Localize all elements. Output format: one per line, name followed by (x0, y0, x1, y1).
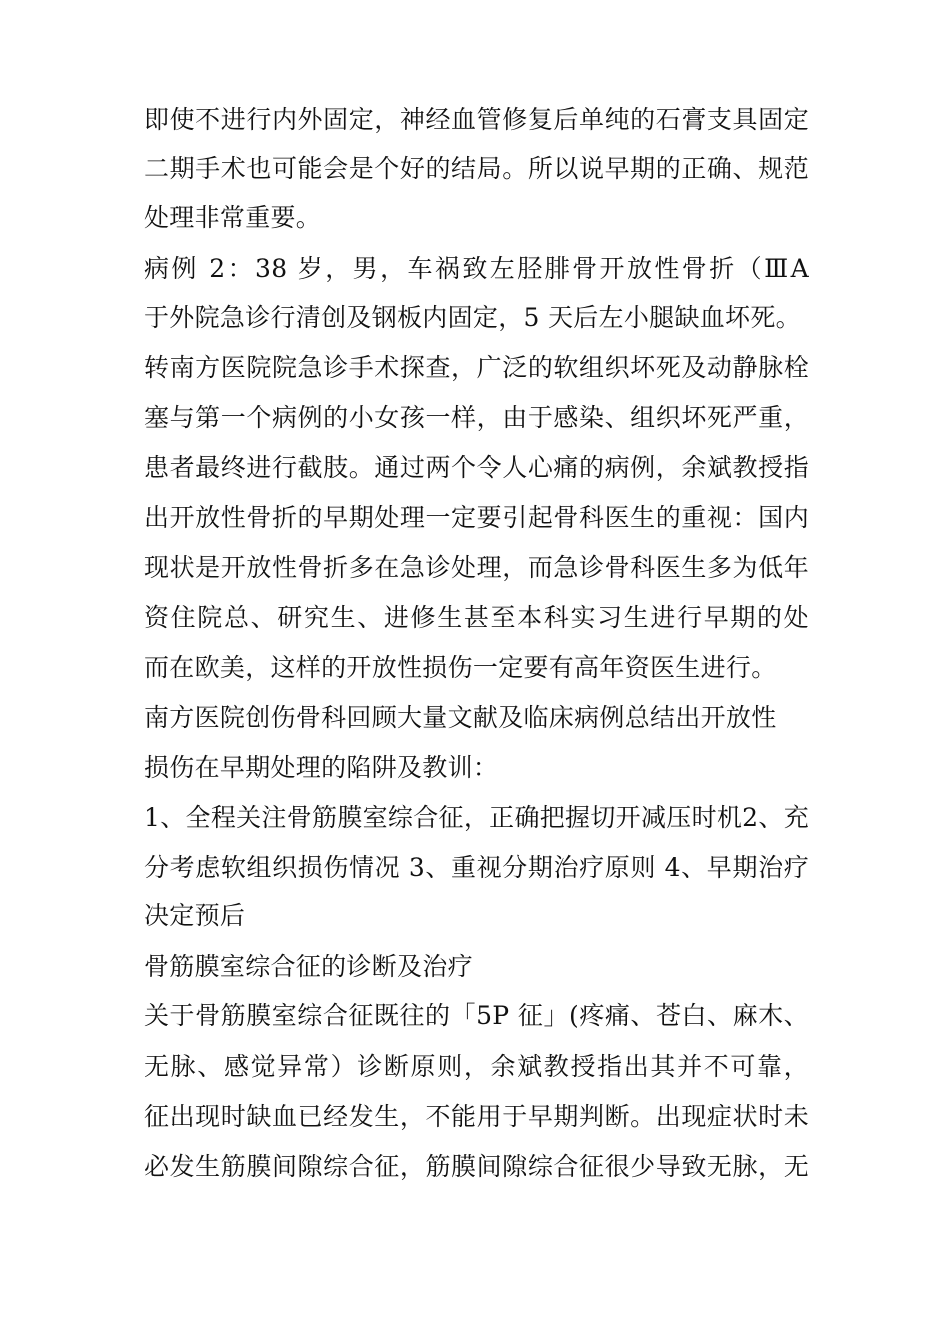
text-line: 征出现时缺血已经发生，不能用于早期判断。出现症状时未 (144, 1102, 809, 1131)
text-line: 分考虑软组织损伤情况 3、重视分期治疗原则 4、早期治疗 (144, 853, 809, 882)
text-line: 决定预后 (144, 901, 246, 930)
text-line: 于外院急诊行清创及钢板内固定，5 天后左小腿缺血坏死。 (144, 303, 801, 332)
text-line: 资住院总、研究生、进修生甚至本科实习生进行早期的处 (144, 603, 809, 632)
text-line: 无脉、感觉异常）诊断原则，余斌教授指出其并不可靠， (144, 1052, 809, 1081)
text-line: 转南方医院院急诊手术探查，广泛的软组织坏死及动静脉栓 (144, 353, 809, 382)
text-line: 损伤在早期处理的陷阱及教训： (144, 753, 499, 782)
text-line: 塞与第一个病例的小女孩一样，由于感染、组织坏死严重， (144, 403, 809, 432)
text-line: 出开放性骨折的早期处理一定要引起骨科医生的重视：国内 (144, 503, 809, 532)
text-line: 南方医院创伤骨科回顾大量文献及临床病例总结出开放性 (144, 703, 777, 732)
section-heading: 骨筋膜室综合征的诊断及治疗 (144, 952, 473, 981)
text-line: 1、全程关注骨筋膜室综合征，正确把握切开减压时机2、充 (144, 803, 809, 832)
text-line: 关于骨筋膜室综合征既往的「5P 征」(疼痛、苍白、麻木、 (144, 1001, 809, 1030)
text-line: 现状是开放性骨折多在急诊处理，而急诊骨科医生多为低年 (144, 553, 809, 582)
text-line: 病例 2：38 岁，男，车祸致左胫腓骨开放性骨折（ⅢA (144, 254, 809, 283)
text-line: 即使不进行内外固定，神经血管修复后单纯的石膏支具固定 (144, 105, 809, 134)
text-line: 处理非常重要。 (144, 203, 322, 232)
text-line: 而在欧美，这样的开放性损伤一定要有高年资医生进行。 (144, 653, 777, 682)
text-line: 患者最终进行截肢。通过两个令人心痛的病例，余斌教授指 (144, 453, 809, 482)
text-line: 必发生筋膜间隙综合征，筋膜间隙综合征很少导致无脉，无 (144, 1152, 809, 1181)
text-line: 二期手术也可能会是个好的结局。所以说早期的正确、规范 (144, 154, 809, 183)
